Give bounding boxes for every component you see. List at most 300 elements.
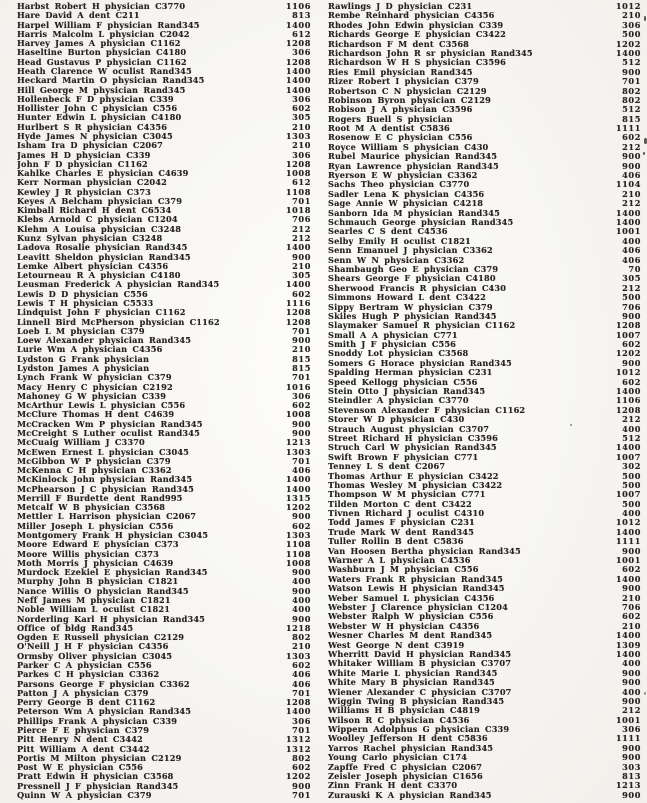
entry-text: Sadler Lena K physician C4356 bbox=[328, 189, 485, 199]
entry-number: 1218 bbox=[285, 622, 311, 633]
entry-number: 406 bbox=[622, 170, 641, 181]
directory-entry bbox=[328, 443, 641, 452]
entry-text: Wherritt David H physician Rand345 bbox=[328, 649, 512, 659]
entry-number: 400 bbox=[292, 595, 311, 605]
scan-edge-artifact bbox=[644, 692, 646, 695]
directory-entry bbox=[328, 406, 641, 415]
entry-text: Weber Samuel L physician C4356 bbox=[328, 593, 495, 603]
entry-text: Moth Morris J physician C4639 bbox=[17, 558, 174, 568]
directory-entry bbox=[328, 434, 641, 443]
entry-text: Rogers Buell S physician bbox=[328, 114, 453, 124]
entry-text: Tilden Morton C dent C3422 bbox=[328, 499, 472, 509]
entry-number: 400 bbox=[622, 235, 641, 246]
entry-text: Robertson C N physician C2129 bbox=[328, 86, 487, 96]
entry-text: Wilson R C physician C4536 bbox=[328, 715, 470, 725]
entry-text: Trude Mark W dent Rand345 bbox=[328, 527, 474, 537]
entry-text: Hill George M physician Rand345 bbox=[17, 85, 186, 95]
entry-text: Heckard Martin O physician Rand345 bbox=[17, 76, 205, 86]
directory-entry bbox=[17, 485, 311, 494]
entry-text: Selby Emily H oculist C1821 bbox=[328, 236, 471, 246]
directory-entry bbox=[328, 556, 641, 565]
directory-entry bbox=[328, 659, 641, 668]
directory-entry bbox=[328, 575, 641, 584]
entry-number: 210 bbox=[622, 10, 641, 21]
directory-entry bbox=[17, 48, 311, 57]
entry-number: 1208 bbox=[285, 316, 311, 327]
directory-entry bbox=[17, 243, 311, 252]
entry-number: 1001 bbox=[615, 555, 641, 566]
directory-entry bbox=[328, 199, 641, 208]
entry-number: 602 bbox=[622, 339, 641, 350]
entry-text: Robison J A physician C3596 bbox=[328, 105, 473, 115]
directory-entry bbox=[328, 481, 641, 490]
entry-text: Whitaker William B physician C3707 bbox=[328, 659, 512, 669]
directory-entry bbox=[17, 596, 311, 605]
directory-entry bbox=[17, 633, 311, 642]
entry-number: 900 bbox=[622, 695, 641, 706]
entry-number: 1116 bbox=[285, 298, 311, 308]
scan-speck-artifact bbox=[570, 424, 572, 426]
entry-number: 1104 bbox=[615, 179, 641, 190]
directory-entry bbox=[17, 494, 311, 503]
directory-entry bbox=[17, 151, 311, 160]
entry-text: Lemke Albert physician C4356 bbox=[17, 261, 169, 271]
entry-text: Wippern Adolphus G physician C339 bbox=[328, 725, 510, 735]
directory-entry bbox=[328, 312, 641, 321]
entry-number: 1108 bbox=[285, 539, 311, 550]
directory-entry bbox=[17, 58, 311, 67]
entry-number: 1106 bbox=[615, 395, 641, 406]
entry-text: Wiggin Twing B physician Rand345 bbox=[328, 696, 505, 706]
entry-text: Haseltine Burton physician C4180 bbox=[17, 48, 187, 58]
entry-text: Kimball Richard H dent C6534 bbox=[17, 206, 172, 216]
entry-number: 612 bbox=[292, 177, 311, 188]
entry-text: Patton J A physician C379 bbox=[17, 688, 149, 698]
entry-number: 500 bbox=[622, 498, 641, 509]
entry-text: Webster J Clarence physician C1204 bbox=[328, 603, 508, 612]
entry-text: James H D physician C339 bbox=[17, 150, 151, 160]
entry-text: Parsons George F physician C3362 bbox=[17, 679, 190, 689]
entry-text: McCreight S Luther oculist Rand345 bbox=[17, 428, 200, 438]
directory-entry bbox=[17, 605, 311, 614]
entry-text: Stevenson Alexander F physician C1162 bbox=[328, 405, 526, 415]
entry-text: Wiener Alexander C physician C3707 bbox=[328, 687, 512, 697]
directory-entry bbox=[17, 327, 311, 336]
directory-entry bbox=[17, 410, 311, 419]
entry-number: 900 bbox=[622, 66, 641, 77]
directory-entry bbox=[17, 448, 311, 457]
entry-number: 1315 bbox=[285, 492, 311, 503]
entry-number: 900 bbox=[292, 251, 311, 262]
directory-entry bbox=[17, 642, 311, 651]
entry-text: Webster W H physician C4356 bbox=[328, 621, 480, 631]
entry-text: Leusman Frederick A physician Rand345 bbox=[17, 280, 220, 290]
directory-entry bbox=[328, 68, 641, 77]
entry-number: 210 bbox=[622, 188, 641, 199]
entry-number: 802 bbox=[292, 632, 311, 643]
directory-entry bbox=[17, 132, 311, 141]
entry-number: 815 bbox=[292, 362, 311, 373]
entry-text: Parkes C H physician C3362 bbox=[17, 670, 160, 680]
entry-text: Miller Joseph L physician C556 bbox=[17, 521, 174, 531]
directory-entry bbox=[17, 383, 311, 392]
directory-entry bbox=[17, 680, 311, 689]
directory-entry bbox=[17, 113, 311, 122]
entry-number: 1400 bbox=[615, 386, 641, 397]
entry-number: 500 bbox=[622, 479, 641, 490]
entry-number: 1208 bbox=[285, 56, 311, 67]
entry-text: Sage Annie W physician C4218 bbox=[328, 199, 484, 209]
entry-number: 406 bbox=[292, 669, 311, 680]
entry-text: McClure Thomas H dent C4639 bbox=[17, 410, 175, 420]
entry-text: Root M A dentist C5836 bbox=[328, 124, 450, 134]
entry-text: Loeb L M physician C379 bbox=[17, 326, 145, 336]
entry-text: Harvey James A physician C1162 bbox=[17, 39, 181, 49]
directory-entry bbox=[17, 123, 311, 132]
entry-number: 900 bbox=[622, 667, 641, 678]
entry-number: 210 bbox=[292, 641, 311, 652]
entry-number: 1008 bbox=[285, 557, 311, 568]
directory-entry bbox=[17, 429, 311, 438]
entry-text: Murphy John B physician C1821 bbox=[17, 577, 179, 587]
entry-text: Ryerson E W physician C3362 bbox=[328, 171, 478, 181]
entry-text: Macy Henry C physician C2192 bbox=[17, 382, 173, 392]
entry-text: Thomas Arthur E physician C3422 bbox=[328, 471, 499, 481]
entry-number: 1008 bbox=[285, 409, 311, 420]
entry-number: 706 bbox=[292, 214, 311, 225]
directory-entry bbox=[17, 215, 311, 224]
directory-entry bbox=[17, 253, 311, 262]
entry-text: McGibbon W P physician C379 bbox=[17, 456, 171, 466]
entry-text: Robinson Byron physician C2129 bbox=[328, 95, 491, 105]
directory-entry bbox=[17, 160, 311, 169]
entry-number: 1111 bbox=[615, 123, 641, 134]
directory-column-left bbox=[17, 2, 311, 801]
entry-text: Harpel William F physician Rand345 bbox=[17, 20, 200, 30]
entry-text: Strauch August physician C3707 bbox=[328, 424, 490, 434]
entry-text: Woolley Jefferson H dent C5836 bbox=[328, 734, 488, 744]
directory-entry bbox=[17, 234, 311, 243]
directory-entry bbox=[328, 359, 641, 368]
entry-text: Shears George F physician C4180 bbox=[328, 274, 496, 284]
entry-number: 602 bbox=[292, 288, 311, 299]
entry-number: 701 bbox=[622, 76, 641, 87]
entry-number: 210 bbox=[292, 260, 311, 271]
entry-text: Ladova Rosalie physician Rand345 bbox=[17, 243, 188, 253]
directory-entry bbox=[17, 345, 311, 354]
entry-number: 1400 bbox=[615, 630, 641, 641]
entry-number: 602 bbox=[292, 762, 311, 773]
entry-text: White Mary B physician Rand345 bbox=[328, 678, 495, 688]
directory-entry bbox=[17, 782, 311, 791]
entry-text: Parker C A physician C556 bbox=[17, 660, 152, 670]
directory-entry bbox=[328, 753, 641, 762]
entry-number: 612 bbox=[292, 28, 311, 39]
directory-entry bbox=[17, 290, 311, 299]
entry-number: 210 bbox=[292, 140, 311, 151]
entry-text: Portis M Milton physician C2129 bbox=[17, 753, 182, 763]
entry-text: Struch Carl W physician Rand345 bbox=[328, 443, 497, 453]
entry-number: 1111 bbox=[615, 536, 641, 547]
entry-number: 701 bbox=[292, 325, 311, 336]
entry-number: 706 bbox=[622, 301, 641, 312]
directory-entry bbox=[17, 364, 311, 373]
entry-number: 1012 bbox=[615, 1, 641, 11]
entry-number: 305 bbox=[292, 270, 311, 281]
entry-number: 900 bbox=[622, 160, 641, 171]
entry-number: 1208 bbox=[615, 404, 641, 415]
entry-number: 1303 bbox=[285, 130, 311, 141]
directory-entry bbox=[328, 669, 641, 678]
directory-entry bbox=[17, 698, 311, 707]
directory-entry bbox=[17, 355, 311, 364]
directory-entry bbox=[328, 77, 641, 86]
directory-entry bbox=[328, 246, 641, 255]
entry-text: Sachs Theo physician C3770 bbox=[328, 180, 470, 190]
entry-number: 602 bbox=[292, 103, 311, 114]
entry-number: 1007 bbox=[615, 451, 641, 462]
directory-entry bbox=[328, 472, 641, 481]
entry-text: Sippy Bertram W physician C379 bbox=[328, 302, 493, 312]
entry-number: 1208 bbox=[285, 38, 311, 49]
entry-number: 400 bbox=[622, 686, 641, 697]
entry-text: Richardson John R sr physician Rand345 bbox=[328, 48, 533, 58]
directory-entry bbox=[328, 537, 641, 546]
entry-text: Hollenbeck F D physician C339 bbox=[17, 94, 174, 104]
directory-entry bbox=[17, 540, 311, 549]
entry-text: Pressnell J F physician Rand345 bbox=[17, 781, 179, 791]
directory-entry bbox=[17, 2, 311, 11]
entry-text: Pierce F E physician C379 bbox=[17, 725, 150, 735]
directory-entry bbox=[17, 11, 311, 20]
entry-text: Speed Kellogg physician C556 bbox=[328, 377, 478, 387]
directory-entry bbox=[328, 49, 641, 58]
directory-entry bbox=[328, 387, 641, 396]
directory-entry bbox=[17, 754, 311, 763]
directory-entry bbox=[328, 490, 641, 499]
directory-entry bbox=[17, 670, 311, 679]
entry-text: Hollister John C physician C556 bbox=[17, 104, 178, 114]
directory-entry bbox=[17, 206, 311, 215]
entry-number: 1016 bbox=[285, 381, 311, 392]
directory-entry bbox=[17, 689, 311, 698]
entry-text: Post W E physician C556 bbox=[17, 763, 143, 773]
entry-text: Senn Emanuel J physician C3362 bbox=[328, 246, 493, 256]
entry-number: 815 bbox=[622, 113, 641, 124]
directory-entry bbox=[328, 171, 641, 180]
directory-entry bbox=[328, 133, 641, 142]
entry-text: Zurauski K A physician Rand345 bbox=[328, 790, 492, 800]
entry-text: Young Carlo physician C174 bbox=[328, 753, 468, 763]
directory-entry bbox=[17, 280, 311, 289]
entry-text: Steindler A physician C3770 bbox=[328, 396, 469, 406]
directory-entry bbox=[17, 726, 311, 735]
entry-number: 900 bbox=[622, 583, 641, 594]
directory-entry bbox=[17, 336, 311, 345]
entry-text: Linnell Bird McPherson physician C1162 bbox=[17, 317, 220, 327]
entry-text: O'Neill J H F physician C4356 bbox=[17, 642, 169, 652]
entry-text: Moore Edward E physician C373 bbox=[17, 540, 179, 550]
entry-number: 900 bbox=[292, 567, 311, 578]
entry-text: Stein Otto J physician Rand345 bbox=[328, 387, 486, 397]
entry-text: Wesner Charles M dent Rand345 bbox=[328, 631, 493, 641]
entry-text: Snoddy Lot physician C3568 bbox=[328, 349, 469, 359]
entry-text: Royce William S physician C430 bbox=[328, 142, 489, 152]
entry-number: 306 bbox=[292, 715, 311, 726]
entry-text: Thomas Wesley M physician C3422 bbox=[328, 480, 503, 490]
entry-number: 210 bbox=[292, 344, 311, 355]
directory-entry bbox=[328, 180, 641, 189]
entry-text: Senn W N physician C3362 bbox=[328, 255, 465, 265]
entry-number: 900 bbox=[622, 151, 641, 162]
entry-number: 210 bbox=[622, 620, 641, 631]
directory-entry bbox=[17, 791, 311, 800]
entry-number: 1400 bbox=[285, 706, 311, 717]
entry-number: 1303 bbox=[285, 530, 311, 541]
directory-entry bbox=[328, 528, 641, 537]
entry-number: 400 bbox=[622, 423, 641, 434]
entry-number: 1213 bbox=[285, 437, 311, 448]
entry-text: Merrill F Burdette dent Rand995 bbox=[17, 493, 183, 503]
directory-entry bbox=[17, 225, 311, 234]
entry-number: 900 bbox=[292, 780, 311, 791]
directory-entry bbox=[328, 425, 641, 434]
entry-number: 500 bbox=[622, 470, 641, 481]
entry-number: 212 bbox=[622, 198, 641, 209]
directory-entry bbox=[328, 143, 641, 152]
directory-entry bbox=[328, 697, 641, 706]
directory-entry bbox=[328, 11, 641, 20]
entry-text: Perry George B dent C1162 bbox=[17, 698, 156, 708]
entry-text: Slaymaker Samuel R physician C1162 bbox=[328, 321, 516, 331]
directory-entry bbox=[328, 321, 641, 330]
entry-number: 306 bbox=[292, 47, 311, 58]
entry-text: Warner A L physician C4536 bbox=[328, 556, 471, 566]
entry-text: Kewley J R physician C373 bbox=[17, 187, 152, 197]
directory-entry bbox=[17, 587, 311, 596]
directory-entry bbox=[328, 622, 641, 631]
entry-number: 1400 bbox=[615, 526, 641, 537]
entry-number: 1400 bbox=[285, 242, 311, 253]
directory-entry bbox=[328, 565, 641, 574]
entry-number: 406 bbox=[292, 678, 311, 689]
entry-number: 212 bbox=[622, 141, 641, 152]
entry-number: 210 bbox=[292, 121, 311, 132]
entry-number: 815 bbox=[292, 353, 311, 364]
directory-entry bbox=[328, 584, 641, 593]
entry-number: 900 bbox=[622, 742, 641, 753]
entry-number: 701 bbox=[292, 687, 311, 698]
entry-number: 1400 bbox=[615, 216, 641, 227]
directory-entry bbox=[328, 594, 641, 603]
entry-number: 1400 bbox=[285, 474, 311, 485]
entry-text: Schmauch George physician Rand345 bbox=[328, 217, 514, 227]
entry-text: Ormsby Oliver physician C3045 bbox=[17, 651, 173, 661]
entry-text: Watson Lewis H physician Rand345 bbox=[328, 584, 505, 594]
entry-text: Mahoney G W physician C339 bbox=[17, 391, 167, 401]
entry-text: Head Gustavus P physician C1162 bbox=[17, 57, 187, 67]
entry-text: Swift Brown F physician C771 bbox=[328, 452, 479, 462]
directory-entry bbox=[17, 21, 311, 30]
directory-entry bbox=[17, 262, 311, 271]
entry-number: 306 bbox=[292, 93, 311, 104]
directory-entry bbox=[17, 271, 311, 280]
entry-number: 406 bbox=[622, 245, 641, 256]
directory-entry bbox=[328, 152, 641, 161]
directory-entry bbox=[17, 438, 311, 447]
directory-entry bbox=[17, 299, 311, 308]
entry-number: 900 bbox=[622, 357, 641, 368]
entry-text: Van Hoosen Bertha physician Rand345 bbox=[328, 546, 521, 556]
entry-text: Ries Emil physician Rand345 bbox=[328, 67, 473, 77]
entry-number: 900 bbox=[292, 585, 311, 596]
directory-entry bbox=[17, 475, 311, 484]
directory-entry bbox=[328, 763, 641, 772]
entry-number: 512 bbox=[622, 57, 641, 68]
directory-entry bbox=[17, 141, 311, 150]
entry-number: 1007 bbox=[615, 489, 641, 500]
entry-text: Pitt Henry N dent C3442 bbox=[17, 735, 143, 745]
directory-entry bbox=[17, 169, 311, 178]
directory-entry bbox=[328, 2, 641, 11]
directory-entry bbox=[17, 512, 311, 521]
entry-number: 1309 bbox=[615, 639, 641, 650]
directory-entry bbox=[17, 392, 311, 401]
entry-text: Norderling Karl H physician Rand345 bbox=[17, 614, 206, 624]
entry-number: 701 bbox=[292, 455, 311, 466]
directory-entry bbox=[328, 105, 641, 114]
entry-number: 900 bbox=[622, 677, 641, 688]
entry-text: Harris Malcolm L physician C2042 bbox=[17, 29, 190, 39]
directory-entry bbox=[328, 688, 641, 697]
entry-text: Ogden E Russell physician C2129 bbox=[17, 633, 185, 643]
entry-text: Spalding Herman physician C231 bbox=[328, 368, 493, 378]
directory-entry bbox=[328, 518, 641, 527]
entry-number: 1400 bbox=[285, 19, 311, 30]
directory-entry bbox=[328, 256, 641, 265]
entry-text: Heath Clarence W oculist Rand345 bbox=[17, 66, 192, 76]
entry-text: McArthur Lewis L physician C556 bbox=[17, 401, 186, 411]
entry-text: Thompson W M physician C771 bbox=[328, 490, 486, 500]
entry-number: 1303 bbox=[285, 650, 311, 661]
directory-entry bbox=[328, 209, 641, 218]
entry-text: Tuller Rollin B dent C5836 bbox=[328, 537, 464, 547]
directory-entry bbox=[17, 717, 311, 726]
directory-entry bbox=[328, 96, 641, 105]
directory-entry bbox=[17, 30, 311, 39]
directory-entry bbox=[328, 349, 641, 358]
entry-number: 400 bbox=[292, 604, 311, 615]
entry-text: Isham Ira D physician C2067 bbox=[17, 141, 163, 151]
entry-number: 1400 bbox=[285, 65, 311, 76]
entry-number: 1202 bbox=[285, 502, 311, 513]
directory-entry bbox=[328, 368, 641, 377]
entry-number: 1400 bbox=[285, 84, 311, 95]
entry-text: Hare David A dent C211 bbox=[17, 11, 140, 21]
directory-entry bbox=[328, 274, 641, 283]
scan-edge-artifact bbox=[644, 16, 646, 21]
entry-text: Lydston James A physician bbox=[17, 363, 150, 373]
directory-entry bbox=[328, 30, 641, 39]
entry-text: Office of bldg Rand345 bbox=[17, 623, 134, 633]
directory-entry bbox=[328, 462, 641, 471]
directory-entry bbox=[328, 21, 641, 30]
entry-text: Keyes A Belcham physician C379 bbox=[17, 196, 183, 206]
entry-text: Street Richard H physician C3596 bbox=[328, 433, 498, 443]
directory-entry bbox=[17, 577, 311, 586]
entry-number: 1400 bbox=[615, 648, 641, 659]
entry-text: Peterson Wm A physician Rand345 bbox=[17, 707, 192, 717]
